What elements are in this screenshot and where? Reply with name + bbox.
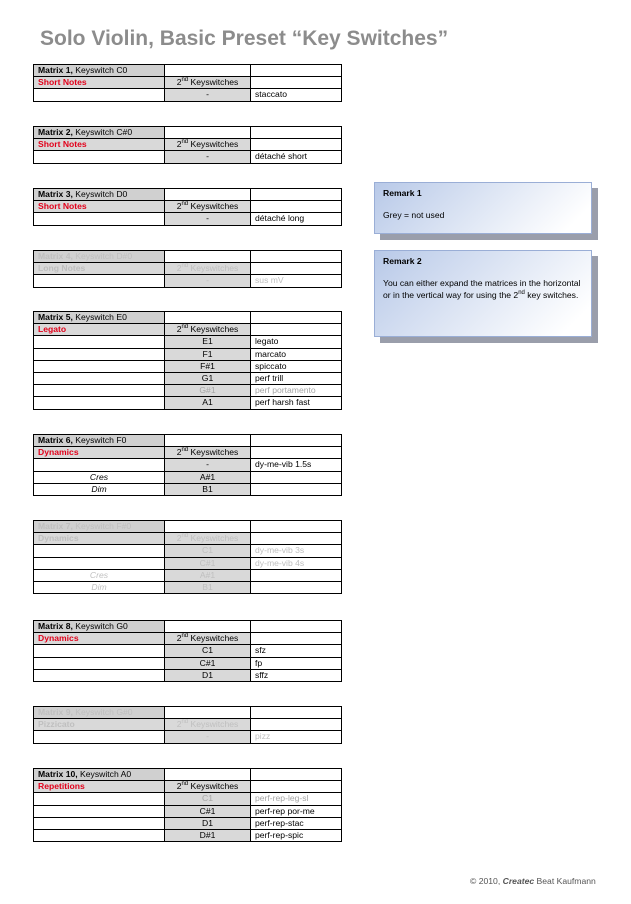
footer-copyright: © 2010, Createc Beat Kaufmann (470, 876, 596, 886)
category-label: Short Notes (34, 77, 165, 89)
matrix-2-table: Matrix 2, Keyswitch C#0 Short Notes 2nd Keyswitches - détaché short (33, 126, 342, 164)
category-label: Pizzicato (34, 719, 165, 731)
remark-1-box (374, 182, 592, 234)
matrix-header: Matrix 8, Keyswitch G0 (34, 621, 165, 633)
category-label: Long Notes (34, 263, 165, 275)
category-label: Dynamics (34, 633, 165, 645)
matrix-header: Matrix 4, Keyswitch D#0 (34, 251, 165, 263)
remark-2-body: You can either expand the matrices in the horizontal or in the vertical way for using the 2nd key switches. (383, 278, 581, 300)
keyswitches-header: 2nd Keyswitches (165, 781, 251, 793)
keyswitches-header: 2nd Keyswitches (165, 201, 251, 213)
matrix-3-table: Matrix 3, Keyswitch D0 Short Notes 2nd Keyswitches - détaché long (33, 188, 342, 226)
category-label: Repetitions (34, 781, 165, 793)
keyswitches-header: 2nd Keyswitches (165, 139, 251, 151)
keyswitches-header: 2nd Keyswitches (165, 263, 251, 275)
page-title: Solo Violin, Basic Preset “Key Switches” (40, 27, 449, 50)
keyswitches-header: 2nd Keyswitches (165, 447, 251, 459)
keyswitches-header: 2nd Keyswitches (165, 324, 251, 336)
category-label: Short Notes (34, 139, 165, 151)
matrix-9-table: Matrix 9, Keyswitch G#0 Pizzicato 2nd Keyswitches - pizz (33, 706, 342, 744)
matrix-header: Matrix 9, Keyswitch G#0 (34, 707, 165, 719)
remark-1-title: Remark 1 (383, 188, 422, 198)
matrix-8-table: Matrix 8, Keyswitch G0 Dynamics 2nd Keyswitches C1 sfz C#1 fp D1 sffz (33, 620, 342, 682)
matrix-7-table: Matrix 7, Keyswitch F#0 Dynamics 2nd Keyswitches C1 dy-me-vib 3s C#1 dy-me-vib 4s Cres A#1 Dim B1 (33, 520, 342, 594)
matrix-header: Matrix 2, Keyswitch C#0 (34, 127, 165, 139)
category-label: Dynamics (34, 533, 165, 545)
matrix-5-table: Matrix 5, Keyswitch E0 Legato 2nd Keyswitches E1 legato F1 marcato F#1 spiccato G1 perf trill G#1 perf portamento A1 perf harsh fast (33, 311, 342, 410)
category-label: Dynamics (34, 447, 165, 459)
matrix-4-table: Matrix 4, Keyswitch D#0 Long Notes 2nd Keyswitches - sus mV (33, 250, 342, 288)
keyswitches-header: 2nd Keyswitches (165, 533, 251, 545)
matrix-header: Matrix 1, Keyswitch C0 (34, 65, 165, 77)
matrix-1-table: Matrix 1, Keyswitch C0 Short Notes 2nd Keyswitches - staccato (33, 64, 342, 102)
matrix-6-table: Matrix 6, Keyswitch F0 Dynamics 2nd Keyswitches - dy-me-vib 1.5s Cres A#1 Dim B1 (33, 434, 342, 496)
matrix-header: Matrix 6, Keyswitch F0 (34, 435, 165, 447)
matrix-10-table: Matrix 10, Keyswitch A0 Repetitions 2nd Keyswitches C1 perf-rep-leg-sl C#1 perf-rep por-me D1 perf-rep-stac D#1 perf-rep-spic (33, 768, 342, 842)
remark-2-title: Remark 2 (383, 256, 422, 266)
matrix-header: Matrix 3, Keyswitch D0 (34, 189, 165, 201)
remark-2-box (374, 250, 592, 337)
matrix-header: Matrix 7, Keyswitch F#0 (34, 521, 165, 533)
keyswitches-header: 2nd Keyswitches (165, 719, 251, 731)
category-label: Legato (34, 324, 165, 336)
category-label: Short Notes (34, 201, 165, 213)
matrix-header: Matrix 10, Keyswitch A0 (34, 769, 165, 781)
matrix-header: Matrix 5, Keyswitch E0 (34, 312, 165, 324)
remark-1-body: Grey = not used (383, 210, 445, 220)
keyswitches-header: 2nd Keyswitches (165, 77, 251, 89)
keyswitches-header: 2nd Keyswitches (165, 633, 251, 645)
